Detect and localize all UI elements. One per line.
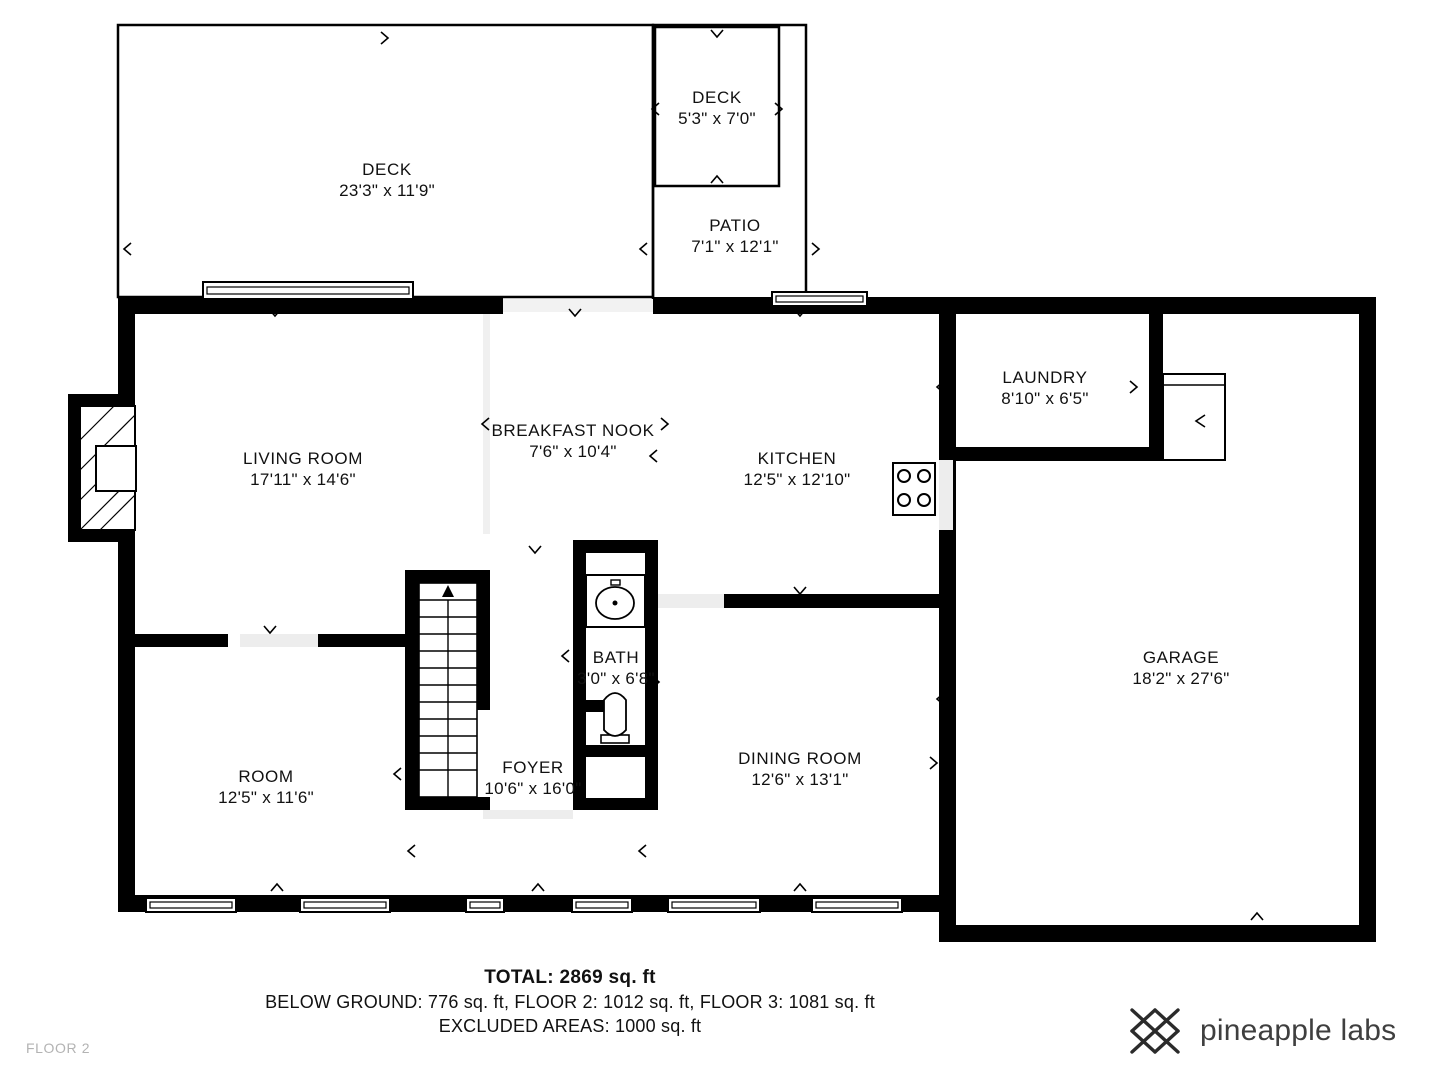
fireplace-fixture — [80, 406, 136, 530]
staircase — [419, 583, 477, 797]
floor-tag: FLOOR 2 — [26, 1040, 91, 1056]
room-name: PATIO — [709, 215, 761, 235]
pineapple-lattice-icon — [1124, 1000, 1186, 1062]
room-name: LAUNDRY — [1002, 367, 1088, 387]
brand-name: pineapple labs — [1200, 1014, 1397, 1047]
room-name: KITCHEN — [757, 448, 837, 468]
room-name: LIVING ROOM — [243, 448, 363, 468]
room-name: BREAKFAST NOOK — [491, 420, 655, 440]
room-dimensions: 12'6" x 13'1" — [751, 770, 849, 789]
sink-fixture — [586, 575, 645, 627]
room-dimensions: 5'3" x 7'0" — [678, 109, 756, 128]
garage-door-fixture — [1163, 374, 1225, 460]
toilet-fixture — [601, 693, 629, 743]
room-dimensions: 3'0" x 6'8" — [577, 669, 655, 688]
area-summary — [0, 967, 1140, 1037]
room-dimensions: 10'6" x 16'0" — [484, 779, 582, 798]
dimension-arrows-outdoor — [124, 30, 819, 255]
room-dimensions: 7'6" x 10'4" — [529, 442, 617, 461]
room-name: GARAGE — [1142, 647, 1220, 667]
room-name: BATH — [592, 647, 640, 667]
outdoor-areas — [118, 25, 806, 300]
room-name: ROOM — [238, 766, 294, 786]
room-name: FOYER — [502, 757, 564, 777]
excluded-areas-text: EXCLUDED AREAS: 1000 sq. ft — [438, 1016, 702, 1036]
room-dimensions: 23'3" x 11'9" — [339, 181, 435, 200]
area-breakdown-text: BELOW GROUND: 776 sq. ft, FLOOR 2: 1012 sq. ft, FLOOR 3: 1081 sq. ft — [265, 992, 875, 1012]
room-dimensions: 12'5" x 12'10" — [743, 470, 851, 489]
room-name: DECK — [692, 87, 742, 107]
room-dimensions: 17'11" x 14'6" — [250, 470, 356, 489]
room-name: DECK — [362, 159, 412, 179]
brand-logo — [1124, 1000, 1396, 1062]
total-area-text: TOTAL: 2869 sq. ft — [484, 967, 656, 988]
room-dimensions: 8'10" x 6'5" — [1001, 389, 1089, 408]
room-dimensions: 7'1" x 12'1" — [691, 237, 779, 256]
room-dimensions: 18'2" x 27'6" — [1132, 669, 1230, 688]
room-dimensions: 12'5" x 11'6" — [218, 788, 314, 807]
stove-fixture — [893, 463, 935, 515]
room-name: DINING ROOM — [738, 748, 862, 768]
